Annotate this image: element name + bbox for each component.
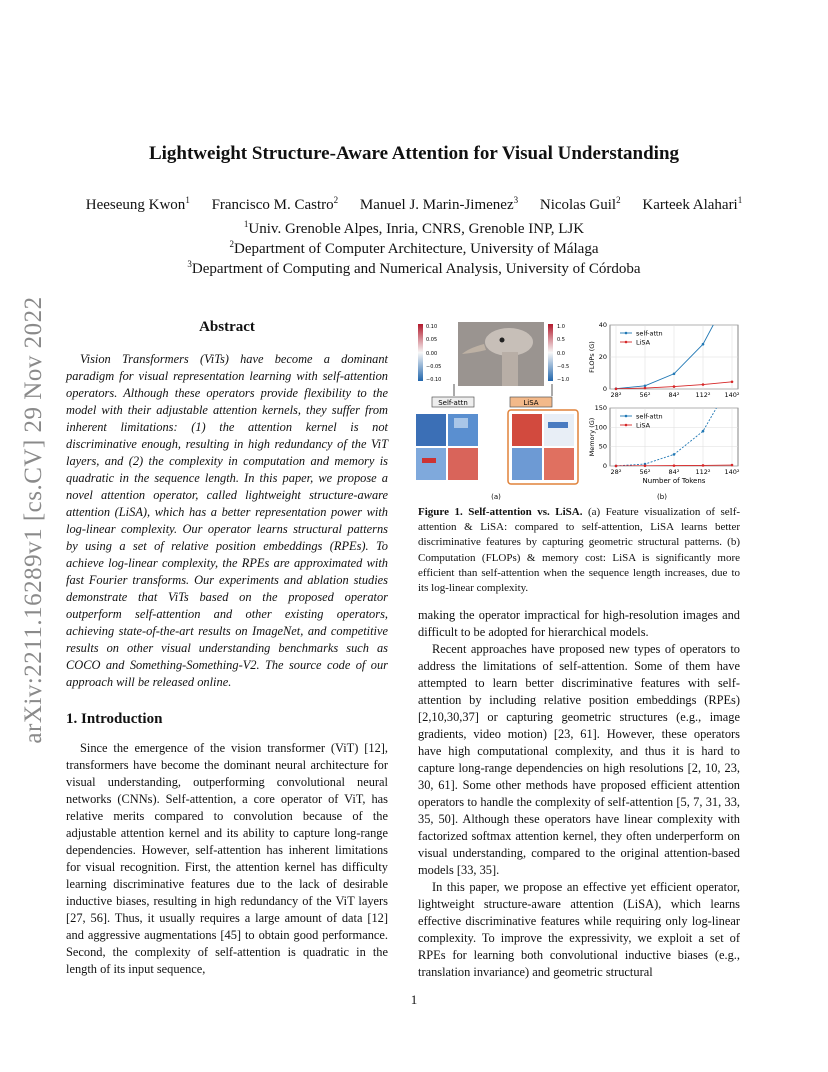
section-heading-introduction: 1. Introduction — [66, 711, 163, 727]
data-point — [644, 465, 647, 468]
author: Francisco M. Castro$^2$ — [211, 195, 339, 213]
y-tick-label: 40 — [598, 321, 607, 329]
feature-visualization-panel — [416, 322, 578, 501]
abstract-heading: Abstract — [199, 319, 255, 335]
author: Manuel J. Marin-Jimenez$^3$ — [359, 195, 519, 213]
colorbar-tick: 0.0 — [557, 351, 565, 357]
y-axis-label: Memory (G) — [588, 417, 596, 457]
x-tick-label: 84² — [668, 468, 680, 476]
y-tick-label: 0 — [602, 385, 607, 393]
author: Heeseung Kwon$^1$ — [85, 195, 190, 213]
data-point — [615, 388, 618, 391]
x-tick-label: 56² — [639, 391, 651, 399]
data-point — [673, 453, 676, 456]
x-tick-label: 140² — [724, 468, 740, 476]
y-axis-label: FLOPs (G) — [588, 341, 596, 373]
paragraph: making the operator impractical for high-resolution images and difficult to be adopted for hierarchical models. — [418, 608, 740, 639]
figure-1 — [414, 318, 744, 502]
data-point — [702, 430, 705, 433]
ostrich-eye — [500, 338, 505, 343]
intro-paragraph: Since the emergence of the vision transformer (ViT) [12], transformers have become the dominant neural architecture for visual understanding, outperforming convolutional neural networks (CNNs). Self-attention, a core operator of ViT, has relative merits compared to convolution because of the adjustable attention kernel and its ability to capture long-range dependencies. However, self-attention has inherent limitations for visual recognition. First, the attention kernel has difficulty learning discriminative features due to the lack of desirable inductive biases, resulting in high redundancy of the ViT layers [27, 56]. Thus, it usually requires a large amount of data [12] and aggressive augmentations [45] to obtain good performance. Second, the complexity of self-attention is quadratic in the length of its input sequence, — [66, 741, 388, 976]
colorbar-tick: −0.10 — [426, 377, 442, 383]
y-tick-label: 0 — [602, 462, 607, 470]
selfattn-label: Self-attn — [438, 399, 468, 407]
x-tick-label: 84² — [668, 391, 680, 399]
x-tick-label: 112² — [695, 391, 711, 399]
colorbar-tick: 0.05 — [426, 337, 438, 343]
legend-marker — [625, 332, 628, 335]
panel-a-label: (a) — [491, 493, 501, 501]
heat-cell — [416, 414, 446, 446]
author: Karteek Alahari$^1$ — [642, 195, 743, 213]
heat-cell — [454, 418, 468, 428]
data-point — [615, 465, 618, 468]
colorbar-left — [418, 324, 423, 381]
legend-marker — [625, 341, 628, 344]
author: Nicolas Guil$^2$ — [539, 195, 621, 213]
y-tick-label: 50 — [598, 442, 607, 451]
x-tick-label: 28² — [610, 391, 622, 399]
data-point — [702, 464, 705, 467]
x-tick-label: 56² — [639, 468, 651, 476]
data-point — [702, 383, 705, 386]
lisa-label: LiSA — [523, 399, 539, 407]
paragraph: In this paper, we propose an effective yet efficient operator, lightweight structure-aware attention (LiSA), which learns effective discriminative features while requiring only log-linear complexity. To improve the expressivity, we exploit a set of RPEs for learning both convolutional inductive biases (e.g., translation invariance) and geometric structural — [418, 880, 740, 979]
colorbar-tick: −0.05 — [426, 364, 442, 370]
colorbar-tick: −0.5 — [557, 364, 570, 370]
colorbar-right — [548, 324, 553, 381]
heat-cell — [512, 448, 542, 480]
colorbar-tick: 0.5 — [557, 337, 565, 343]
affiliation: $^2$Department of Computer Architecture, University of Málaga — [229, 239, 599, 257]
legend-label: self-attn — [636, 412, 663, 421]
data-point — [731, 381, 734, 384]
colorbar-tick: −1.0 — [557, 377, 570, 383]
heat-cell — [548, 422, 568, 428]
affiliation: $^3$Department of Computing and Numerical Analysis, University of Córdoba — [187, 259, 641, 277]
selfattn-heatmap — [416, 414, 478, 480]
affiliation: $^1$Univ. Grenoble Alpes, Inria, CNRS, Grenoble INP, LJK — [243, 219, 585, 237]
colorbar-tick: 1.0 — [557, 324, 565, 330]
data-point — [644, 385, 647, 388]
page-number: 1 — [410, 992, 418, 1007]
legend-label: self-attn — [636, 329, 663, 338]
data-point — [731, 464, 734, 467]
abstract-text: Vision Transformers (ViTs) have become a dominant paradigm for visual representation learning with self-attention operators. Although these operators provide flexibility to the model with their adjustable attention kernels, they suffer from inherent limitations: (1) the attention kernel is not discriminative enough, resulting in high redundancy of the ViT layers, and (2) the complexity in computation and memory is quadratic in the sequence length. In this paper, we propose a novel attention operator, called lightweight structure-aware attention (LiSA), which has a better representation power with log-linear complexity. Our operator learns structural patterns by using a set of relative position embeddings (RPEs). To achieve log-linear complexity, the RPEs are approximated with fast Fourier transforms. Our experiments and ablation studies demonstrate that ViTs based on the proposed operator outperform self-attention and other existing operators, achieving state-of-the-art results on ImageNet, and competitive results on other visual understanding benchmarks such as COCO and Something-Something-V2. The source code of our approach will be released online. — [66, 352, 388, 689]
author-list — [0, 195, 828, 214]
colorbar-tick: 0.10 — [426, 324, 438, 330]
x-axis-label: Number of Tokens — [642, 477, 706, 485]
x-tick-label: 140² — [724, 391, 740, 399]
y-tick-label: 150 — [594, 404, 607, 412]
flops-chart — [588, 318, 740, 399]
legend-label: LiSA — [636, 421, 651, 430]
panel-b-label: (b) — [657, 493, 667, 501]
heat-cell — [544, 448, 574, 480]
heat-cell — [544, 414, 574, 446]
data-point — [644, 387, 647, 390]
heat-cell — [422, 458, 436, 463]
figure-caption: Figure 1. Self-attention vs. LiSA. (a) Feature visualization of self-attention & LiSA: compared to self-attention, LiSA learns better discriminative features by capturing geometric structural patterns. (b) Computation (FLOPs) & memory cost: LiSA is significantly more efficient than self-attention when the sequence length increases, due to its log-linear complexity. — [418, 506, 741, 595]
paper-title: Lightweight Structure-Aware Attention for Visual Understanding — [148, 143, 680, 164]
data-point — [673, 464, 676, 467]
arxiv-stamp: arXiv:2211.16289v1 [cs.CV] 29 Nov 2022 — [20, 296, 47, 744]
heat-cell — [416, 448, 446, 480]
y-tick-label: 100 — [594, 423, 607, 432]
data-point — [673, 385, 676, 388]
data-point — [673, 373, 676, 376]
legend-label: LiSA — [636, 338, 651, 347]
ostrich-neck — [502, 352, 518, 386]
lisa-heatmap — [512, 414, 574, 480]
heat-cell — [448, 448, 478, 480]
heat-cell — [512, 414, 542, 446]
paragraph: Recent approaches have proposed new types of operators to address the limitations of self-attention. Some of them have attempted to learn better discriminative features with self-attention by including relative position embeddings (RPEs) [2,10,30,37] or capturing geometric structures (e.g., image gradients, video motion) [23, 61]. However, these operators have high computational complexity, and thus it is hard to capture long-range dependencies on high resolutions [2, 10, 23, 30, 61]. Some other methods have proposed efficient attention operators to handle the complexity of self-attention [5, 7, 31, 33, 35, 50]. Although these operators have linear complexity with factorized softmax attention kernel, they often underperform on visual understanding, compared to the original attention-based models [33, 35]. — [418, 642, 740, 877]
colorbar-tick: 0.00 — [426, 351, 438, 357]
legend-marker — [625, 415, 628, 418]
ostrich-head — [485, 328, 533, 356]
x-tick-label: 112² — [695, 468, 711, 476]
x-tick-label: 28² — [610, 468, 622, 476]
legend-marker — [625, 424, 628, 427]
right-column — [418, 607, 740, 981]
y-tick-label: 20 — [598, 353, 607, 361]
data-point — [702, 343, 705, 346]
